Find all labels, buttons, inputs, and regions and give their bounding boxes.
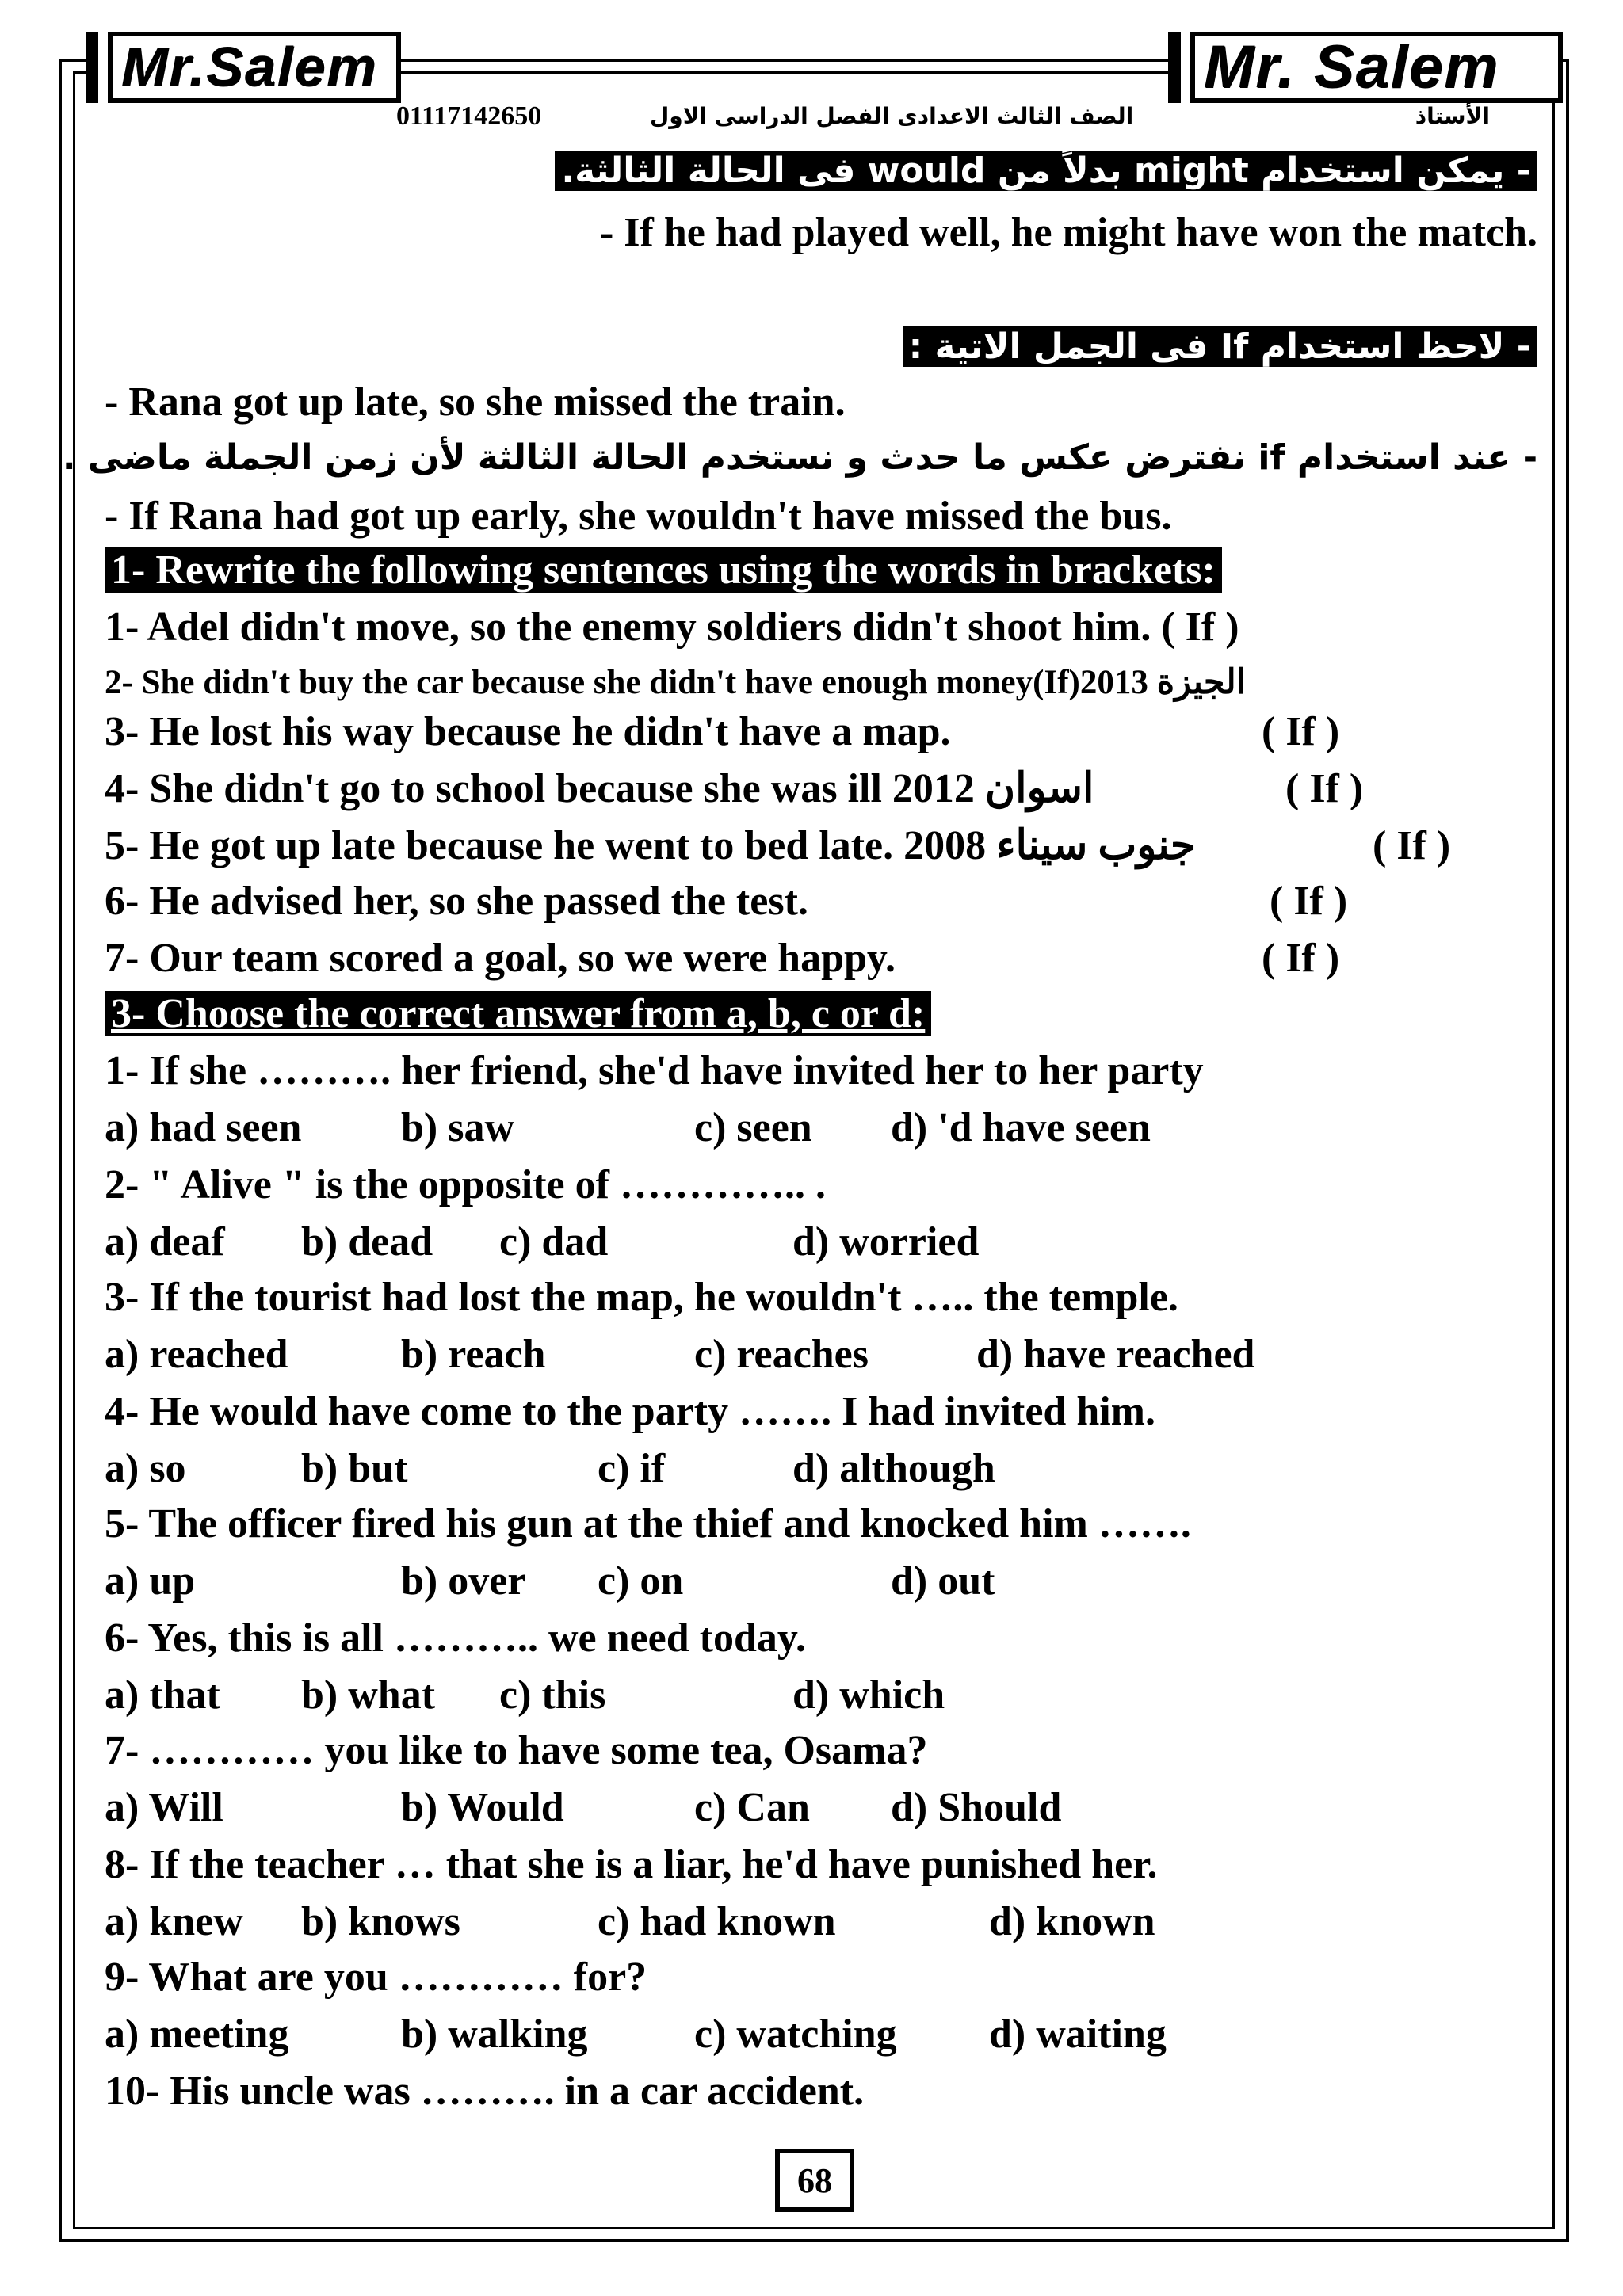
- rewrite-item: [105, 711, 1531, 753]
- question: 6- Yes, this is all ……….. we need today.: [105, 1615, 806, 1661]
- option: a) up: [105, 1558, 196, 1604]
- logo-left: [86, 32, 401, 103]
- option: d) 'd have seen: [891, 1105, 1151, 1150]
- rewrite-item: [105, 823, 1531, 868]
- option: d) Should: [891, 1785, 1062, 1830]
- option: d) out: [891, 1558, 995, 1604]
- question: 10- His uncle was ………. in a car accident.: [105, 2069, 865, 2114]
- question: 8- If the teacher … that she is a liar, he'd have punished her.: [105, 1842, 1158, 1887]
- option: c) reaches: [694, 1332, 869, 1377]
- notice-heading: [79, 325, 1537, 366]
- phone-number: 01117142650: [396, 101, 542, 131]
- option: d) have reached: [976, 1332, 1255, 1377]
- option: c) seen: [694, 1105, 812, 1150]
- option: c) if: [598, 1446, 666, 1491]
- teacher-label: الأستاذ: [1415, 103, 1490, 129]
- option: b) knows: [301, 1899, 460, 1944]
- rewrite-heading: [105, 547, 1531, 593]
- rewrite-item-text: 4- She didn't go to school because she was ill 2012 اسوان: [105, 766, 1094, 811]
- option: d) waiting: [989, 2012, 1167, 2057]
- option: b) over: [401, 1558, 526, 1604]
- question: 3- If the tourist had lost the map, he wouldn't ….. the temple.: [105, 1275, 1178, 1320]
- option: b) what: [301, 1672, 436, 1718]
- notice-heading-text: - لاحظ استخدام If فى الجمل الاتية :: [903, 326, 1537, 367]
- rana-if-sentence: - If Rana had got up early, she wouldn't have missed the bus.: [105, 494, 1172, 539]
- rewrite-heading-text: 1- Rewrite the following sentences using the words in brackets:: [105, 547, 1222, 593]
- logo-bar: [1168, 32, 1181, 103]
- rana-sentence: - Rana got up late, so she missed the train.: [105, 379, 846, 425]
- rewrite-item-tag: ( If ): [1270, 879, 1348, 924]
- option: d) worried: [792, 1219, 980, 1264]
- rewrite-item-text: 6- He advised her, so she passed the test.: [105, 879, 808, 924]
- grade-label: الصف الثالث الاعدادى الفصل الدراسى الاول: [650, 103, 1134, 129]
- question: 5- The officer fired his gun at the thief and knocked him …….: [105, 1501, 1191, 1547]
- rewrite-item: [105, 881, 1531, 922]
- option: a) had seen: [105, 1105, 302, 1150]
- question: 1- If she ………. her friend, she'd have invited her to her party: [105, 1048, 1204, 1093]
- rewrite-item: 1- Adel didn't move, so the enemy soldiers didn't shoot him. ( If ): [105, 605, 1239, 650]
- option: a) reached: [105, 1332, 288, 1377]
- option: b) saw: [401, 1105, 515, 1150]
- question: 9- What are you ………… for?: [105, 1955, 647, 2000]
- choose-heading: [105, 991, 1531, 1036]
- option: c) Can: [694, 1785, 810, 1830]
- question: 4- He would have come to the party ……. I had invited him.: [105, 1389, 1155, 1434]
- option: d) although: [792, 1446, 995, 1491]
- rewrite-item-tag: ( If ): [1285, 766, 1364, 811]
- logo-bar: [86, 32, 98, 103]
- rewrite-item-text: 3- He lost his way because he didn't have a map.: [105, 709, 951, 754]
- might-note-text: - يمكن استخدام might بدلاً من would فى الحالة الثالثة.: [555, 151, 1537, 191]
- header-line: [396, 101, 1553, 133]
- option: b) walking: [401, 2012, 588, 2057]
- option: d) known: [989, 1899, 1155, 1944]
- might-example: .If he had played well, he might have won the match -: [599, 210, 1537, 255]
- option: b) Would: [401, 1785, 564, 1830]
- rewrite-item: [105, 938, 1531, 979]
- logo-right-text: Mr. Salem: [1205, 33, 1500, 101]
- option: a) Will: [105, 1785, 223, 1830]
- rewrite-item-text: 7- Our team scored a goal, so we were happy.: [105, 936, 896, 981]
- rewrite-item: 2- She didn't buy the car because she didn't have enough money(If)2013 الجيزة: [105, 664, 1246, 701]
- option: a) that: [105, 1672, 220, 1718]
- rewrite-item: [105, 766, 1531, 811]
- rewrite-item-tag: ( If ): [1373, 823, 1451, 868]
- choose-heading-text: 3- Choose the correct answer from a, b, c or d:: [105, 991, 931, 1036]
- rewrite-item-tag: ( If ): [1262, 936, 1340, 981]
- might-note: [79, 149, 1537, 190]
- if-explanation: - عند استخدام if نفترض عكس ما حدث و نستخدم الحالة الثالثة لأن زمن الجملة ماضى .: [62, 437, 1537, 478]
- option: a) meeting: [105, 2012, 289, 2057]
- option: c) this: [499, 1672, 606, 1718]
- option: d) which: [792, 1672, 945, 1718]
- logo-right: [1168, 32, 1563, 103]
- question: 7- ………… you like to have some tea, Osama?: [105, 1728, 928, 1773]
- rewrite-item-text: 5- He got up late because he went to bed late. 2008 جنوب سيناء: [105, 823, 1197, 868]
- option: c) on: [598, 1558, 684, 1604]
- option: b) dead: [301, 1219, 433, 1264]
- option: b) reach: [401, 1332, 546, 1377]
- option: a) deaf: [105, 1219, 225, 1264]
- option: c) had known: [598, 1899, 836, 1944]
- rewrite-item-tag: ( If ): [1262, 709, 1340, 754]
- option: c) watching: [694, 2012, 897, 2057]
- option: b) but: [301, 1446, 408, 1491]
- option: c) dad: [499, 1219, 609, 1264]
- logo-left-text: Mr.Salem: [122, 36, 379, 98]
- question: 2- " Alive " is the opposite of ………….. .: [105, 1162, 826, 1207]
- option: a) knew: [105, 1899, 243, 1944]
- option: a) so: [105, 1446, 186, 1491]
- page-number: 68: [775, 2149, 854, 2212]
